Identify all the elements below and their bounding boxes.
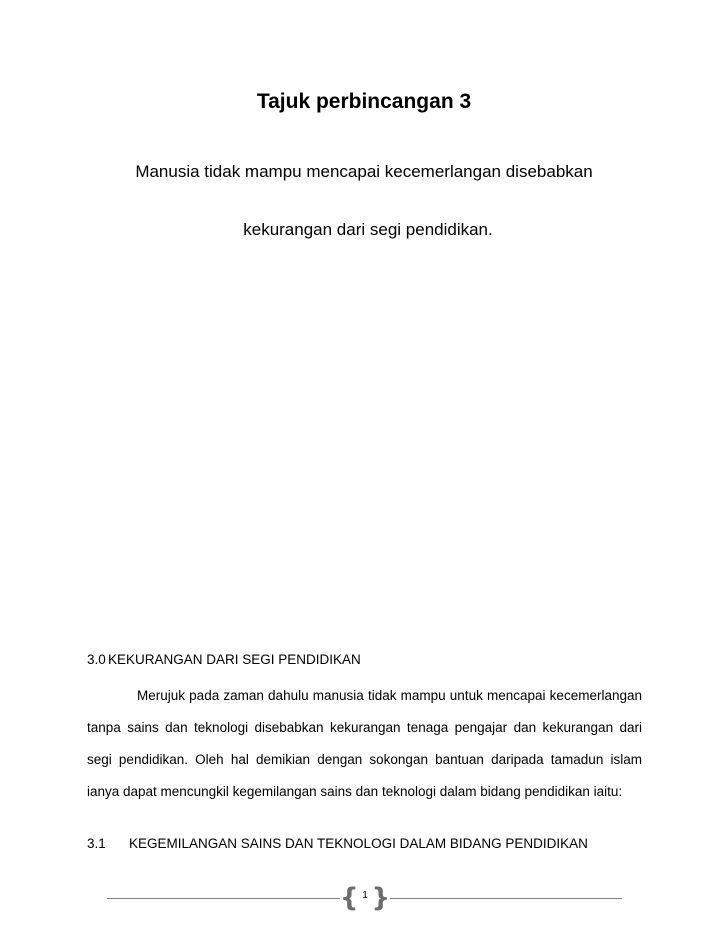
subtitle-line-2: kekurangan dari segi pendidikan. [243,220,493,239]
page-number: 1 [362,890,368,901]
section-3-0-paragraph-text: Merujuk pada zaman dahulu manusia tidak mampu untuk mencapai kecemerlangan tanpa sains dan teknologi disebabkan kekurangan tenaga pengajar dan kekurangan dari segi pendidikan. Oleh hal demikian dengan sokongan bantuan daripada tamadun islam ianya dapat mencungkil kegemilangan sains dan teknologi dalam bidang pendidikan iaitu: [87,688,642,799]
left-bracket-icon: { [340,883,359,913]
section-3-0-title: KEKURANGAN DARI SEGI PENDIDIKAN [108,652,361,667]
right-bracket-icon: } [371,883,390,913]
section-3-1-heading [87,834,588,854]
page-title: Tajuk perbincangan 3 [256,90,472,113]
page-number-box [340,884,390,912]
section-3-1-title: KEGEMILANGAN SAINS DAN TEKNOLOGI DALAM BIDANG PENDIDIKAN [129,836,588,851]
section-3-0-paragraph [87,680,642,808]
section-3-1-number: 3.1 [87,836,106,851]
section-3-0-heading [87,650,361,670]
subtitle-line-1: Manusia tidak mampu mencapai kecemerlangan disebabkan [135,162,593,181]
section-3-0-number: 3.0 [87,652,106,667]
